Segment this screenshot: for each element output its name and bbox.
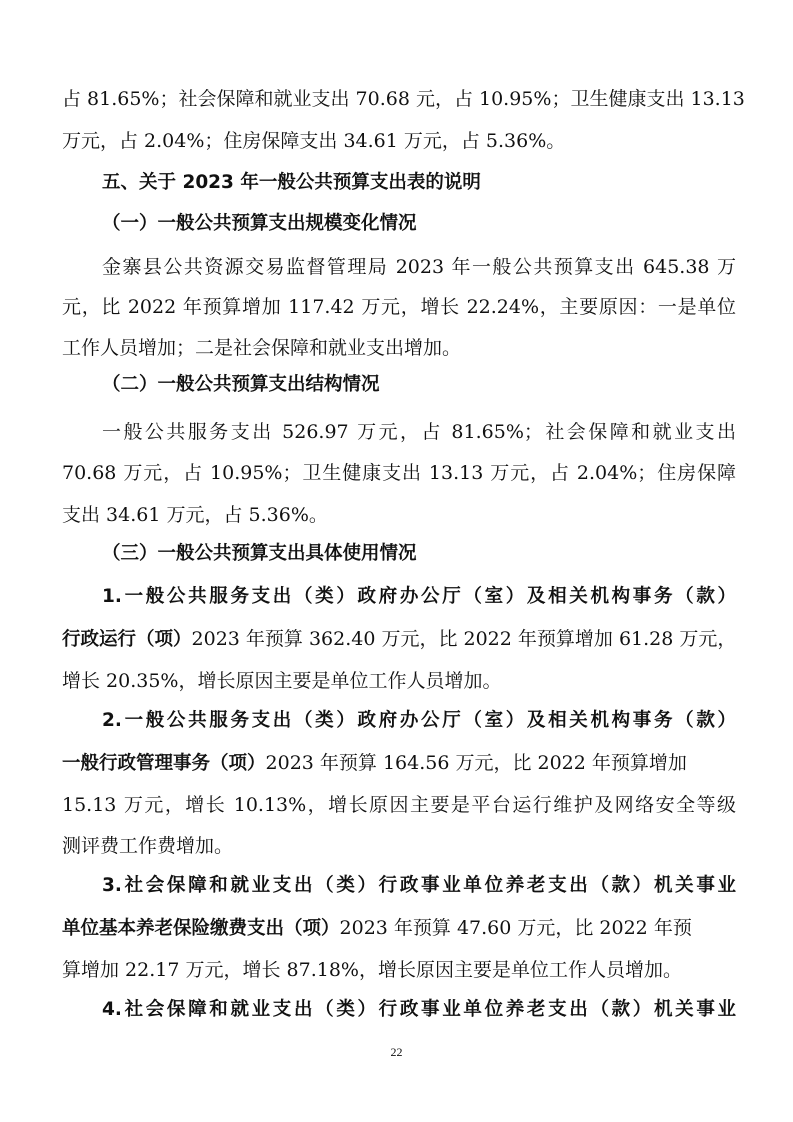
item-heading: 一般行政管理事务（项） <box>62 753 266 774</box>
subsection-heading: （三）一般公共预算支出具体使用情况 <box>102 543 417 564</box>
body-text-line: 70.68 万元，占 10.95%；卫生健康支出 13.13 万元，占 2.04%；住房保障 <box>62 462 736 484</box>
body-text-line: 工作人员增加；二是社会保障和就业支出增加。 <box>62 337 462 359</box>
body-text-line: 元，比 2022 年预算增加 117.42 万元，增长 22.24%，主要原因：一是单位 <box>62 296 736 318</box>
subsection-heading: （二）一般公共预算支出结构情况 <box>102 374 380 395</box>
body-text: 2023 年预算 362.40 万元，比 2022 年预算增加 61.28 万元， <box>191 628 737 650</box>
item-heading: 2.一般公共服务支出（类）政府办公厅（室）及相关机构事务（款） <box>102 710 736 731</box>
body-text-line: 增长 20.35%，增长原因主要是单位工作人员增加。 <box>62 670 502 692</box>
body-text-line: 支出 34.61 万元，占 5.36%。 <box>62 504 328 526</box>
body-text: 2023 年预算 164.56 万元，比 2022 年预算增加 <box>265 752 687 774</box>
body-text: 2023 年预算 47.60 万元，比 2022 年预 <box>339 917 692 939</box>
item-heading: 行政运行（项） <box>62 629 192 650</box>
body-text-line: 测评费工作费增加。 <box>62 835 234 857</box>
section-heading: 五、关于 2023 年一般公共预算支出表的说明 <box>102 172 481 193</box>
item-heading: 3.社会保障和就业支出（类）行政事业单位养老支出（款）机关事业 <box>102 875 736 896</box>
body-text-line: 金寨县公共资源交易监督管理局 2023 年一般公共预算支出 645.38 万 <box>102 256 736 278</box>
body-text-line <box>62 626 736 653</box>
item-heading: 1.一般公共服务支出（类）政府办公厅（室）及相关机构事务（款） <box>102 586 736 607</box>
body-text-line <box>62 750 736 777</box>
body-text-line: 算增加 22.17 万元，增长 87.18%，增长原因主要是单位工作人员增加。 <box>62 959 682 981</box>
item-heading: 4.社会保障和就业支出（类）行政事业单位养老支出（款）机关事业 <box>102 999 736 1020</box>
subsection-heading: （一）一般公共预算支出规模变化情况 <box>102 213 417 234</box>
page-number: 22 <box>390 1045 403 1059</box>
body-text-line: 占 81.65%；社会保障和就业支出 70.68 元，占 10.95%；卫生健康支出 13.13 <box>62 88 745 110</box>
body-text-line <box>62 915 736 942</box>
body-text-line: 15.13 万元，增长 10.13%，增长原因主要是平台运行维护及网络安全等级 <box>62 794 736 816</box>
body-text-line: 万元，占 2.04%；住房保障支出 34.61 万元，占 5.36%。 <box>62 130 566 152</box>
item-heading: 单位基本养老保险缴费支出（项） <box>62 918 340 939</box>
body-text-line: 一般公共服务支出 526.97 万元，占 81.65%；社会保障和就业支出 <box>102 421 736 443</box>
